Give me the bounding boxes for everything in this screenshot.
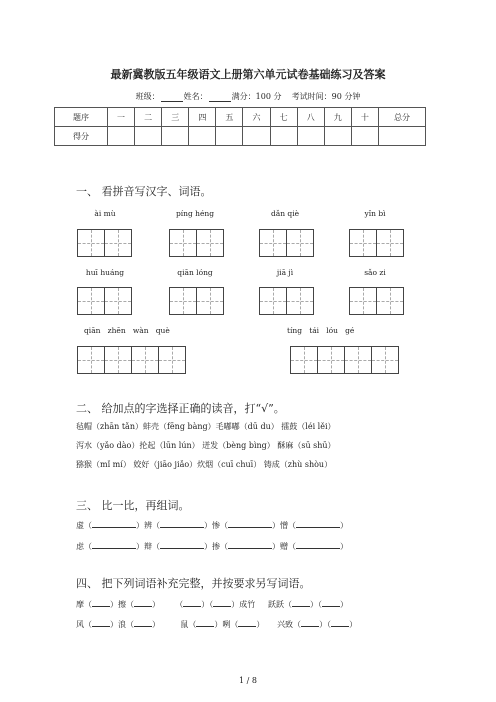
answer-blank[interactable] [160, 519, 204, 528]
idiom-part: ） [339, 600, 348, 609]
idiom-part: ） [256, 620, 265, 629]
pinyin-label: dǎn qiè [270, 209, 300, 218]
writing-grid[interactable] [77, 287, 132, 315]
answer-blank[interactable] [196, 618, 214, 627]
answer-blank[interactable] [301, 618, 319, 627]
char-prompt: 虑（ [76, 542, 92, 551]
compare-row [76, 519, 348, 531]
score-cell[interactable] [108, 127, 135, 146]
idiom-part: ）擦（ [110, 600, 134, 609]
header-cell: 二 [135, 108, 162, 127]
answer-blank[interactable] [292, 598, 310, 607]
answer-blank[interactable] [238, 618, 256, 627]
header-cell: 九 [324, 108, 351, 127]
answer-blank[interactable] [213, 598, 231, 607]
score-cell[interactable] [379, 127, 426, 146]
idiom-part: ） [152, 620, 160, 629]
section-2-title: 二、 给加点的字选择正确的读音，打“√”。 [76, 402, 285, 415]
answer-blank[interactable] [228, 519, 272, 528]
header-cell: 六 [243, 108, 270, 127]
header-cell: 八 [297, 108, 324, 127]
idiom-part: ）（ [319, 620, 332, 629]
header-cell: 四 [189, 108, 216, 127]
idiom-part: 兴致（ [277, 620, 302, 629]
score-table-header-row [55, 108, 426, 127]
idiom-row [76, 618, 357, 630]
answer-blank[interactable] [322, 598, 340, 607]
time-label: 考试时间：90 分钟 [291, 92, 361, 101]
section-1-title: 一、 看拼音写汉字、词语。 [76, 185, 212, 198]
class-blank[interactable] [161, 93, 183, 102]
header-cell: 五 [216, 108, 243, 127]
score-label: 满分：100 分 [231, 92, 282, 101]
score-table [54, 107, 426, 146]
idiom-part: 跃跃（ [267, 600, 292, 609]
score-cell[interactable] [135, 127, 162, 146]
pronunciation-line[interactable]: 猕猴（mǐ mí） 姣好（jiāo jiǎo）炊烟（cuī chuī） 铸成（zhù shòu） [76, 460, 333, 469]
pinyin-label-idiom: qiān zhēn wàn què [84, 326, 170, 335]
score-cell[interactable] [243, 127, 270, 146]
answer-blank[interactable] [92, 618, 110, 627]
answer-blank[interactable] [92, 519, 136, 528]
pinyin-label: píng héng [175, 209, 215, 218]
section-4-title: 四、 把下列词语补充完整，并按要求另写词语。 [76, 577, 311, 590]
writing-grid[interactable] [169, 229, 224, 257]
score-cell[interactable] [270, 127, 297, 146]
pinyin-label: qiān lóng [177, 268, 213, 277]
name-label: 姓名： [183, 92, 208, 101]
idiom-part: ）成竹 [231, 600, 256, 609]
header-cell: 十 [351, 108, 378, 127]
writing-grid[interactable] [259, 287, 314, 315]
char-prompt: ）辩（ [136, 542, 160, 551]
pinyin-label: ài mù [94, 209, 116, 218]
char-prompt: ）赠（ [272, 542, 296, 551]
char-prompt: ）辨（ [136, 521, 160, 530]
score-table-score-row [55, 127, 426, 146]
pinyin-label: sǎo zi [364, 268, 386, 277]
pronunciation-line[interactable]: 毡帽（zhān tǎn）蚌壳（fēng bàng）毛嘟嘟（dū du） 擂鼓（léi lěi） [76, 422, 336, 431]
idiom-part: ）咧（ [214, 620, 239, 629]
score-cell[interactable] [216, 127, 243, 146]
class-label: 班级： [135, 92, 160, 101]
answer-blank[interactable] [92, 540, 136, 549]
answer-blank[interactable] [183, 598, 201, 607]
idiom-part: ） [152, 600, 160, 609]
writing-grid[interactable] [349, 287, 404, 315]
answer-blank[interactable] [296, 540, 340, 549]
header-cell: 七 [270, 108, 297, 127]
char-prompt: 虚（ [76, 521, 92, 530]
score-cell[interactable] [324, 127, 351, 146]
idiom-part: ）（ [201, 600, 214, 609]
idiom-part: ）浪（ [110, 620, 134, 629]
pinyin-label-idiom: tíng tái lóu gé [287, 326, 355, 335]
score-cell[interactable] [297, 127, 324, 146]
header-cell: 一 [108, 108, 135, 127]
score-cell[interactable] [162, 127, 189, 146]
exam-meta [0, 91, 496, 102]
writing-grid-idiom[interactable] [77, 346, 186, 374]
section-3-title: 三、 比一比，再组词。 [76, 499, 190, 512]
idiom-part: 鼠（ [180, 620, 197, 629]
answer-blank[interactable] [331, 618, 349, 627]
writing-grid-idiom[interactable] [290, 346, 399, 374]
score-cell[interactable] [351, 127, 378, 146]
score-cell[interactable] [189, 127, 216, 146]
idiom-part: ）（ [309, 600, 322, 609]
document-title: 最新冀教版五年级语文上册第六单元试卷基础练习及答案 [110, 68, 386, 81]
char-prompt: ）惨（ [204, 521, 228, 530]
answer-blank[interactable] [134, 598, 152, 607]
score-row-label: 得分 [55, 127, 108, 146]
char-prompt: ） [340, 521, 348, 530]
header-cell: 题序 [55, 108, 108, 127]
writing-grid[interactable] [77, 229, 132, 257]
idiom-part: （ [175, 600, 184, 609]
idiom-part: 风（ [76, 620, 92, 629]
answer-blank[interactable] [92, 598, 110, 607]
idiom-row [76, 598, 348, 610]
writing-grid[interactable] [169, 287, 224, 315]
pronunciation-line[interactable]: 泻水（yǎo dào）抡起（lūn lún） 迸发（bèng bìng） 酥麻（sū shū） [76, 441, 336, 450]
answer-blank[interactable] [228, 540, 272, 549]
idiom-part: 摩（ [76, 600, 92, 609]
pinyin-label: yǐn bì [364, 209, 386, 218]
answer-blank[interactable] [134, 618, 152, 627]
pinyin-label: huī huáng [85, 268, 125, 277]
header-cell: 三 [162, 108, 189, 127]
compare-row [76, 540, 348, 552]
char-prompt: ） [340, 542, 348, 551]
writing-grid[interactable] [259, 229, 314, 257]
page-number: 1 / 8 [239, 676, 257, 685]
writing-grid[interactable] [349, 229, 404, 257]
name-blank[interactable] [209, 93, 231, 102]
answer-blank[interactable] [296, 519, 340, 528]
char-prompt: ）掺（ [204, 542, 228, 551]
idiom-part: ） [349, 620, 358, 629]
pinyin-label: jiā jì [276, 268, 294, 277]
char-prompt: ）憎（ [272, 521, 296, 530]
header-cell: 总分 [379, 108, 426, 127]
answer-blank[interactable] [160, 540, 204, 549]
